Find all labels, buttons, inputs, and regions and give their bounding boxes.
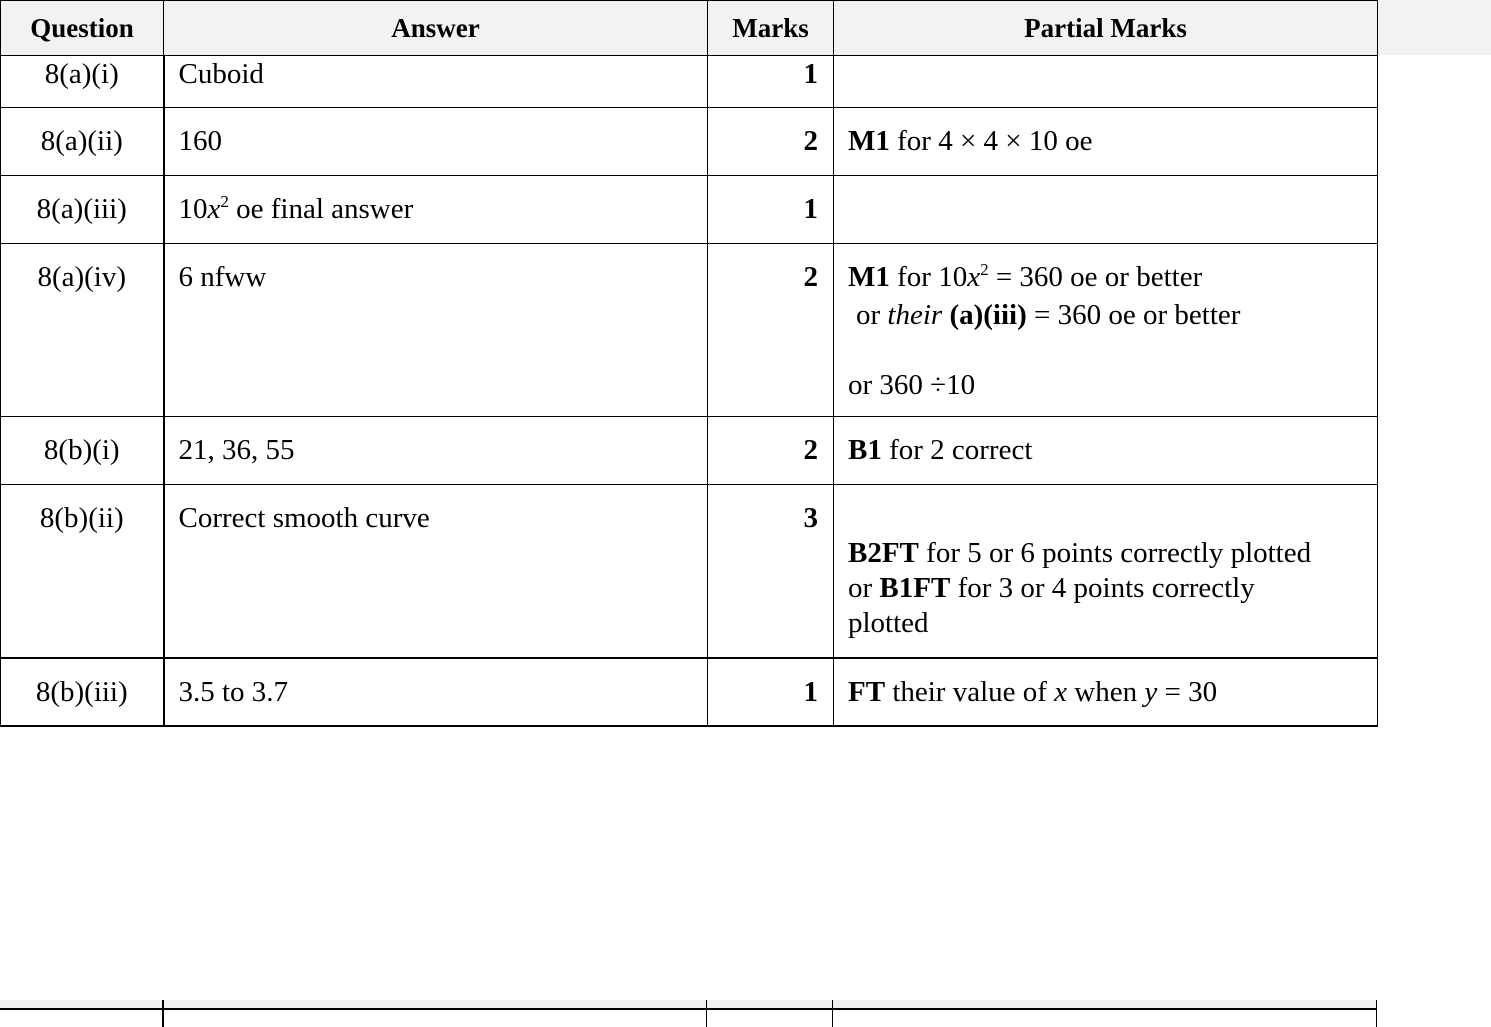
question-cell: 8(a)(iv) bbox=[1, 244, 164, 417]
variable: x bbox=[967, 261, 981, 293]
mark-code: M1 bbox=[848, 261, 890, 293]
exponent: 2 bbox=[980, 260, 989, 279]
answer-header: Answer bbox=[164, 1, 708, 56]
answer-coefficient: 10 bbox=[178, 193, 208, 225]
header-row bbox=[1, 1, 1378, 56]
marks-cell: 1 bbox=[708, 56, 834, 108]
next-table-divider bbox=[1376, 1000, 1377, 1027]
answer-cell: Cuboid bbox=[164, 56, 708, 108]
partial-marks-line bbox=[848, 298, 1377, 333]
partial-marks-text: for 4 × 4 × 10 oe bbox=[889, 125, 1093, 157]
table-row bbox=[1, 176, 1378, 244]
partial-marks-line bbox=[848, 260, 1377, 298]
mark-code: FT bbox=[848, 675, 886, 708]
partial-marks-cell bbox=[834, 485, 1378, 658]
partial-marks-header: Partial Marks bbox=[834, 1, 1378, 56]
partial-marks-line bbox=[848, 571, 1377, 606]
partial-marks-text: = 360 oe or better bbox=[988, 261, 1203, 293]
partial-marks-text: their value of bbox=[885, 675, 1055, 708]
mark-code: B1FT bbox=[879, 572, 951, 604]
partial-marks-text: = 30 bbox=[1157, 675, 1218, 708]
mark-code: B1 bbox=[848, 434, 882, 466]
question-cell: 8(a)(ii) bbox=[1, 108, 164, 176]
table-row bbox=[1, 244, 1378, 417]
partial-marks-cell bbox=[834, 244, 1378, 417]
answer-variable: x bbox=[207, 193, 221, 225]
marks-cell: 2 bbox=[708, 108, 834, 176]
answer-cell: 21, 36, 55 bbox=[164, 417, 708, 485]
question-cell: 8(a)(i) bbox=[1, 56, 164, 108]
answer-cell: 3.5 to 3.7 bbox=[164, 658, 708, 726]
question-cell: 8(b)(ii) bbox=[1, 485, 164, 658]
next-table-divider bbox=[162, 1000, 164, 1027]
table-row bbox=[1, 485, 1378, 658]
table-row bbox=[1, 56, 1378, 108]
mark-code: M1 bbox=[848, 125, 890, 157]
partial-marks-cell bbox=[834, 658, 1378, 726]
partial-marks-text: for 5 or 6 points correctly plotted bbox=[918, 537, 1312, 569]
answer-exponent: 2 bbox=[220, 192, 229, 211]
next-table-divider bbox=[832, 1000, 833, 1027]
blank-line bbox=[848, 333, 1377, 368]
mark-code: B2FT bbox=[848, 537, 919, 569]
answer-cell bbox=[164, 176, 708, 244]
answer-cell: 6 nfww bbox=[164, 244, 708, 417]
marks-cell: 3 bbox=[708, 485, 834, 658]
answer-text: oe final answer bbox=[228, 193, 414, 225]
question-cell: 8(b)(iii) bbox=[1, 658, 164, 726]
marks-cell: 1 bbox=[708, 176, 834, 244]
next-table-header-strip bbox=[0, 1000, 1377, 1008]
variable: x bbox=[1054, 675, 1068, 708]
partial-marks-line bbox=[848, 536, 1377, 571]
partial-marks-line: or 360 ÷10 bbox=[848, 369, 976, 401]
question-cell: 8(b)(i) bbox=[1, 417, 164, 485]
blank-line bbox=[848, 501, 1377, 536]
partial-marks-text: when bbox=[1067, 675, 1145, 708]
partial-marks-text: for 2 correct bbox=[881, 434, 1033, 466]
question-header: Question bbox=[1, 1, 164, 56]
answer-cell: 160 bbox=[164, 108, 708, 176]
marks-header: Marks bbox=[708, 1, 834, 56]
part-reference: (a)(iii) bbox=[942, 299, 1027, 331]
table-row bbox=[1, 658, 1378, 726]
next-table-top-rule bbox=[0, 1008, 1377, 1010]
table-row bbox=[1, 108, 1378, 176]
partial-marks-cell bbox=[834, 176, 1378, 244]
partial-marks-cell bbox=[834, 417, 1378, 485]
partial-marks-text: for 3 or 4 points correctly bbox=[950, 572, 1255, 604]
partial-marks-text: or bbox=[848, 572, 880, 604]
marks-cell: 1 bbox=[708, 658, 834, 726]
partial-marks-cell bbox=[834, 56, 1378, 108]
partial-marks-line: plotted bbox=[848, 607, 929, 639]
partial-marks-text: for 10 bbox=[889, 261, 968, 293]
marks-cell: 2 bbox=[708, 244, 834, 417]
next-table-divider bbox=[706, 1000, 707, 1027]
marks-cell: 2 bbox=[708, 417, 834, 485]
variable: y bbox=[1144, 675, 1158, 708]
table-row bbox=[1, 417, 1378, 485]
partial-marks-text: = 360 oe or better bbox=[1026, 299, 1241, 331]
answer-cell: Correct smooth curve bbox=[164, 485, 708, 658]
question-cell: 8(a)(iii) bbox=[1, 176, 164, 244]
their-word: their bbox=[887, 299, 943, 331]
partial-marks-cell bbox=[834, 108, 1378, 176]
partial-marks-text: or bbox=[856, 299, 888, 331]
